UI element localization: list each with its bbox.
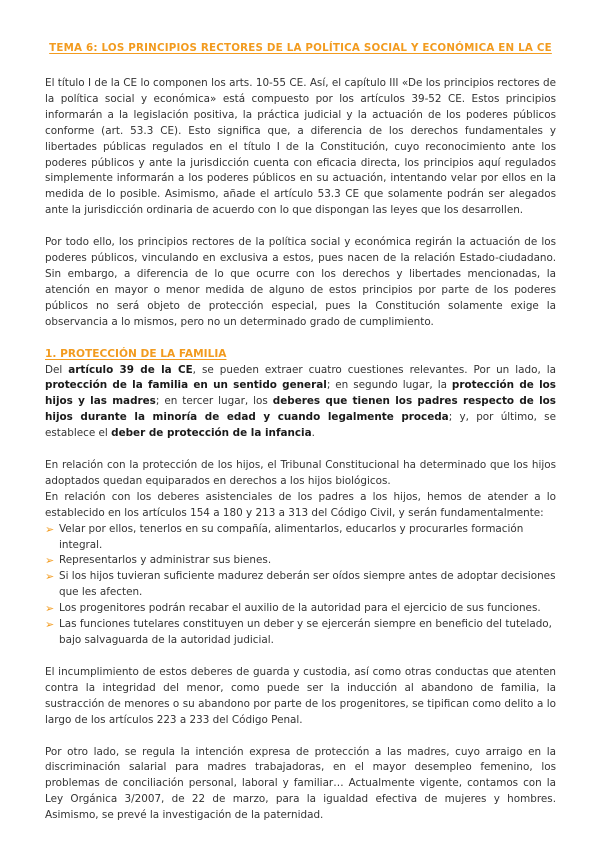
arrow-bullet-icon: ➢ [45, 602, 55, 616]
list-item [45, 522, 556, 554]
list-item-text: Los progenitores podrán recabar el auxilio de la autoridad para el ejercicio de sus funciones. [59, 602, 541, 615]
text-fragment: Del [45, 363, 69, 376]
text-fragment: ; en segundo lugar, la [326, 379, 452, 392]
bold-family-protection: protección de la familia en un sentido general [45, 379, 327, 392]
paragraph-penal-code: El incumplimiento de estos deberes de guarda y custodia, así como otras conductas que atenten contra la integridad del menor, como puede ser la inducción al abandono de familia, la sustracción de menores o su abandono por parte de los progenitores, se tipifican como delito a lo largo de los artículos 223 a 233 del Código Penal. [45, 665, 556, 726]
list-item-text: Las funciones tutelares constituyen un deber y se ejercerán siempre en beneficio del tutelado, bajo salvaguarda de la autoridad judicial. [59, 618, 552, 646]
paragraph-principles: Por todo ello, los principios rectores de la política social y económica regirán la actuación de los poderes públicos, vinculando en exclusiva a estos, pues nacen de la relación Estado-ciudadano. Sin embargo, a diferencia de lo que ocurre con los derechos y libertades mencionadas, la atención en mayor o menor medida de alguno de estos principios por parte de los poderes públicos no será objeto de protección especial, pues la Constitución solamente exige la observancia a lo mismos, pero no un determinado grado de cumplimiento. [45, 236, 556, 328]
list-item [45, 569, 556, 601]
list-item [45, 601, 556, 617]
text-fragment: ; en tercer lugar, los [155, 395, 273, 408]
text-fragment: ; y, por último, se establece el [45, 411, 556, 440]
paragraph-mothers-protection: Por otro lado, se regula la intención expresa de protección a las madres, cuyo arraigo en la discriminación salarial para madres trabajadoras, en el mayor desempleo femenino, los problemas de conciliación personal, laboral y familiar… Actualmente vigente, contamos con la Ley Orgánica 3/2007, de 22 de marzo, para la igualdad efectiva de mujeres y hombres. Asimismo, se prevé la investigación de la paternidad. [45, 745, 556, 822]
list-item [45, 553, 556, 569]
bold-parent-duties: deberes que tienen los padres respecto de los hijos durante la minoría de edad y cuando legalmente proceda [45, 395, 556, 424]
arrow-bullet-icon: ➢ [45, 522, 55, 536]
list-item-text: Representarlos y administrar sus bienes. [59, 554, 272, 567]
duties-list [45, 522, 556, 649]
document-title: TEMA 6: LOS PRINCIPIOS RECTORES DE LA POLÍTICA SOCIAL Y ECONÓMICA EN LA CE [49, 42, 552, 54]
arrow-bullet-icon: ➢ [45, 618, 55, 632]
text-fragment: . [311, 427, 315, 440]
paragraph-civil-code: En relación con los deberes asistenciales de los padres a los hijos, hemos de atender a lo establecido en los artículos 154 a 180 y 213 a 313 del Código Civil, y serán fundamentalmente: [45, 490, 556, 519]
paragraph-article-39 [45, 363, 556, 443]
section-heading-family: 1. PROTECCIÓN DE LA FAMILIA [45, 347, 227, 360]
paragraph-intro: El título I de la CE lo componen los arts. 10-55 CE. Así, el capítulo III «De los principios rectores de la política social y económica» está compuesto por los artículos 39-52 CE. Estos principios informarán a la legislación positiva, la práctica judicial y la actuación de los poderes públicos conforme (art. 53.3 CE). Esto significa que, a diferencia de los derechos fundamentales y libertades públicas regulados en el título I de la Constitución, cuyo reconocimiento ante los poderes públicos y ante la jurisdicción cuenta con eficacia directa, los principios aquí regulados simplemente informarán a los poderes públicos en su actuación, intentando velar por ellos en la medida de lo posible. Asimismo, añade el artículo 53.3 CE que solamente podrán ser alegados ante la jurisdicción ordinaria de acuerdo con lo que dispongan las leyes que los desarrollen. [45, 77, 556, 217]
bold-childhood-duty: deber de protección de la infancia [111, 427, 312, 440]
arrow-bullet-icon: ➢ [45, 570, 55, 584]
bold-children-mothers: protección de los hijos y las madres [45, 379, 556, 408]
list-item [45, 617, 556, 649]
paragraph-adopted-children: En relación con la protección de los hijos, el Tribunal Constitucional ha determinado que los hijos adoptados quedan equiparados en derechos a los hijos biológicos. [45, 459, 556, 487]
list-item-text: Si los hijos tuvieran suficiente madurez deberán ser oídos siempre antes de adoptar decisiones que les afecten. [59, 570, 556, 599]
text-fragment: , se pueden extraer cuatro cuestiones relevantes. Por un lado, la [192, 363, 556, 376]
bold-article-39: artículo 39 de la CE [68, 363, 193, 376]
arrow-bullet-icon: ➢ [45, 554, 55, 568]
list-item-text: Velar por ellos, tenerlos en su compañía, alimentarlos, educarlos y procurarles formación integral. [59, 522, 524, 551]
